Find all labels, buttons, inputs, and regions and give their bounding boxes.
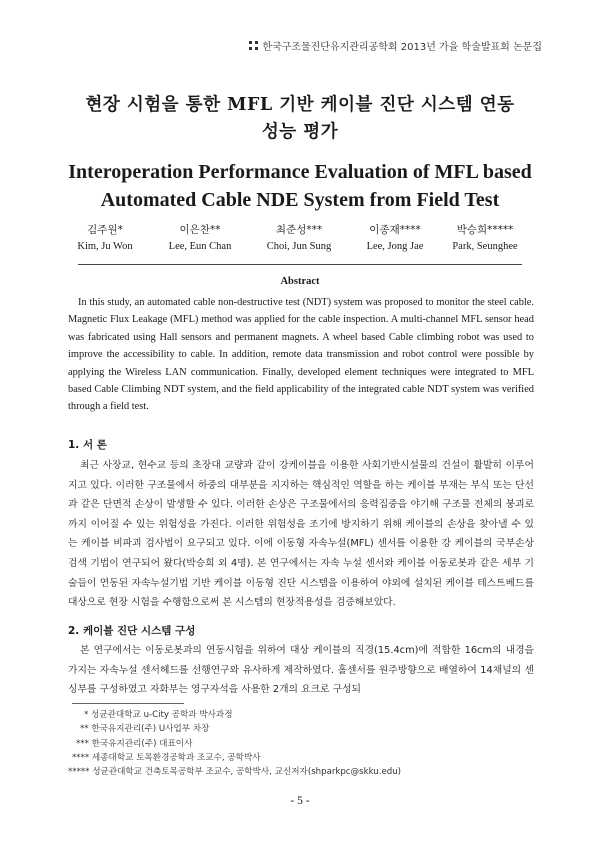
author xyxy=(430,222,540,255)
running-title: 한국구조물진단유지관리공학회 2013년 가을 학술발표회 논문집 xyxy=(262,42,542,53)
english-title xyxy=(40,158,560,214)
abstract-heading: Abstract xyxy=(280,276,320,287)
author-name-en: Park, Seunghee xyxy=(452,241,518,252)
author-name-en: Lee, Eun Chan xyxy=(168,241,232,252)
author xyxy=(145,222,255,255)
footnote: **** 세종대학교 토목환경공학과 조교수, 공학박사 xyxy=(72,752,261,763)
english-title-line2: Automated Cable NDE System from Field Test xyxy=(100,189,500,211)
author-name-en: Choi, Jun Sung xyxy=(266,241,332,252)
author-name-en: Kim, Ju Won xyxy=(77,241,133,252)
author-name-ko: 이은찬** xyxy=(179,224,221,236)
footnote: *** 한국유지관리(주) 대표이사 xyxy=(76,738,193,749)
section-heading: 1. 서 론 xyxy=(68,439,107,451)
header-dots-icon xyxy=(249,41,258,50)
author-name-en: Lee, Jong Jae xyxy=(366,241,424,252)
footnote: ** 한국유지관리(주) U사업부 차장 xyxy=(80,724,210,735)
author-name-ko: 최준성*** xyxy=(275,224,323,236)
footnote: * 성균관대학교 u-City 공학과 박사과정 xyxy=(84,710,233,720)
author xyxy=(50,222,160,255)
english-title-line1: Interoperation Performance Evaluation of MFL based xyxy=(68,161,532,183)
author xyxy=(244,222,354,255)
korean-title-line1: 현장 시험을 통한 MFL 기반 케이블 진단 시스템 연동 xyxy=(85,95,515,115)
title-divider xyxy=(78,264,522,265)
footnotes xyxy=(68,708,538,779)
section-body: 최근 사장교, 현수교 등의 초장대 교량과 같이 강케이블을 이용한 사회기반시설물의 건설이 활발히 이루어지고 있다. 이러한 구조물에서 하중의 대부분을 지지하는 핵심적인 역할을 하는 케이블 부재는 부식 또는 단선과 같은 단면적 손상이 발생할 수 있다. 이러한 손상은 구조물에서의 응력집중을 야기해 구조물 전체의 붕괴로까지 이어질 수 있는 위험성을 가진다. 이러한 위험성을 조기에 방지하기 위해 케이블의 손상을 찾아낼 수 있는 케이블 비파괴 검사법이 요구되고 있다. 이에 이동형 자속누설(MFL) 센서를 이용한 강 케이블의 국부손상 검색 기법이 연구되어 왔다(박승희 외 4명). 본 연구에서는 자속 누설 센서와 케이블 이동로봇과 같은 세부 기술들이 연동된 자속누설기법 기반 케이블 이동형 진단 시스템을 이용하여 야외에 설치된 케이블 테스트베드를 대상으로 현장 시험을 수행함으로써 본 시스템의 현장적용성을 검증해보았다. xyxy=(68,460,534,609)
footnote: ***** 성균관대학교 건축토목공학부 조교수, 공학박사, 교신저자(shparkpc@skku.edu) xyxy=(68,767,402,778)
section-body: 본 연구에서는 이동로봇과의 연동시험을 위하여 대상 케이블의 직경(15.4cm)에 적합한 16cm의 내경을 가지는 자속누설 센서헤드를 선행연구와 유사하게 제작하였다. 홀센서를 원주방향으로 배열하여 14채널의 센싱부를 구성하였고 자화부는 영구자석을 사용한 2개의 요크로 구성되 xyxy=(68,645,534,696)
korean-title-line2: 성능 평가 xyxy=(261,122,339,142)
page-number: - 5 - xyxy=(290,795,310,807)
running-header xyxy=(249,38,542,53)
author-name-ko: 박승희***** xyxy=(456,224,514,236)
author-name-ko: 이종재**** xyxy=(369,224,421,236)
footnote-divider xyxy=(72,703,184,704)
section-heading: 2. 케이블 진단 시스템 구성 xyxy=(68,625,196,637)
abstract-text: In this study, an automated cable non-destructive test (NDT) system was proposed to monitor the steel cable. Magnetic Flux Leakage (MFL) method was applied for the cable inspection. A multi-channel MFL sensor head was fabricated using Hall sensors and permanent magnets. A wheel based Cable climbing robot was used to improve the accessibility to cable. In addition, remote data transmission and robot control were possible by applying the Wireless LAN communication. Finally, developed element techniques were integrated to MFL based Cable Climbing NDT system, and the field applicability of the integrated cable NDT system was verified through a field test. xyxy=(68,297,534,413)
author-name-ko: 김주원* xyxy=(87,224,123,236)
korean-title xyxy=(60,92,540,146)
